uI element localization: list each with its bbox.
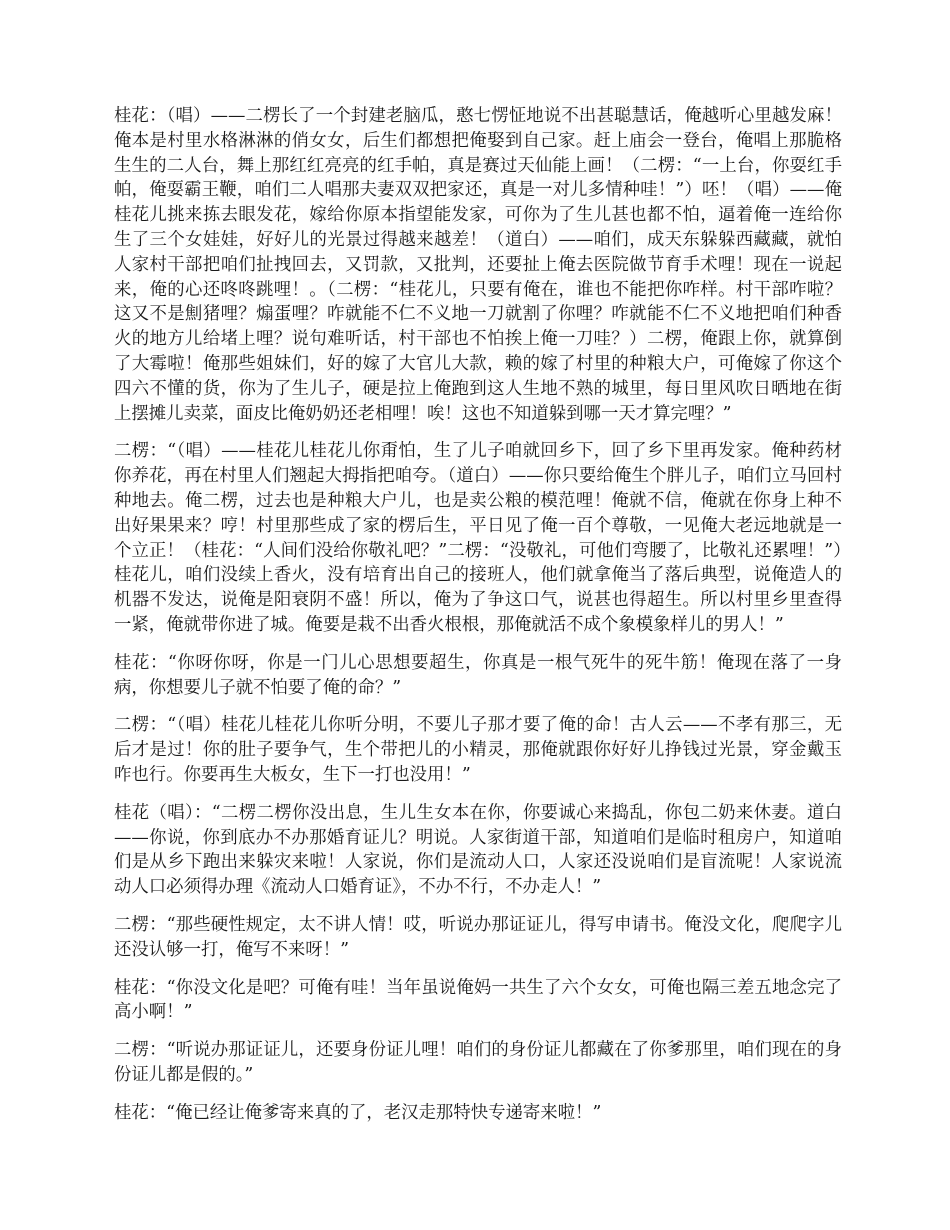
paragraph-guihua-4: 桂花：“你没文化是吧？可俺有哇！当年虽说俺妈一共生了六个女女，可俺也隔三差五地念完了高小啊！” — [114, 977, 842, 1023]
paragraph-guihua-1: 桂花：（唱）——二楞长了一个封建老脑瓜，憨七愣怔地说不出甚聪慧话，俺越听心里越发麻！俺本是村里水格淋淋的俏女女，后生们都想把俺娶到自己家。赶上庙会一登台，俺唱上那脆格生生的二人台，舞上那红红亮亮的红手帕，真是赛过天仙能上画！（二楞：“一上台，你耍红手帕，俺耍霸王鞭，咱们二人唱那夫妻双双把家还，真是一对儿多情种哇！”）呸！（唱）——俺桂花儿挑来拣去眼发花，嫁给你原本指望能发家，可你为了生儿甚也都不怕，逼着俺一连给你生了三个女娃娃，好好儿的光景过得越来越差！（道白）——咱们，成天东躲躲西藏藏，就怕人家村干部把咱们扯拽回去，又罚款，又批判，还要扯上俺去医院做节育手术哩！现在一说起来，俺的心还咚咚跳哩！。（二楞：“桂花儿，只要有俺在，谁也不能把你咋样。村干部咋啦？这又不是劁猪哩？煽蛋哩？咋就能不仁不义地一刀就割了你哩？咋就能不仁不义地把咱们种香火的地方儿给堵上哩？说句难听话，村干部也不怕挨上俺一刀哇？）二楞，俺跟上你，就算倒了大霉啦！俺那些姐妹们，好的嫁了大官儿大款，赖的嫁了村里的种粮大户，可俺嫁了你这个四六不懂的货，你为了生儿子，硬是拉上俺跑到这人生地不熟的城里，每日里风吹日晒地在街上摆摊儿卖菜，面皮比俺奶奶还老相哩！唉！这也不知道躲到哪一天才算完哩？” — [114, 106, 842, 424]
paragraph-guihua-2: 桂花：“你呀你呀，你是一门儿心思想要超生，你真是一根气死牛的死牛筋！俺现在落了一身病，你想要儿子就不怕要了俺的命？” — [114, 652, 842, 698]
paragraph-erleng-4: 二楞：“听说办那证证儿，还要身份证儿哩！咱们的身份证儿都藏在了你爹那里，咱们现在的身份证儿都是假的。” — [114, 1040, 842, 1085]
paragraph-erleng-2: 二楞：“（唱）桂花儿桂花儿你听分明，不要儿子那才要了俺的命！古人云——不孝有那三，无后才是过！你的肚子要争气，生个带把儿的小精灵，那俺就跟你好好儿挣钱过光景，穿金戴玉咋也行。你要再生大板女，生下一打也没用！” — [114, 715, 842, 785]
paragraph-guihua-5: 桂花：“俺已经让俺爹寄来真的了，老汉走那特快专递寄来啦！” — [114, 1102, 602, 1123]
document-body — [114, 104, 842, 1138]
paragraph-erleng-3: 二楞：“那些硬性规定，太不讲人情！哎，听说办那证证儿，得写申请书。俺没文化，爬爬字儿还没认够一打，俺写不来呀！” — [114, 914, 842, 960]
paragraph-erleng-1: 二楞：“（唱）——桂花儿桂花儿你甭怕，生了儿子咱就回乡下，回了乡下里再发家。俺种药材你养花，再在村里人们翘起大拇指把咱夸。（道白）——你只要给俺生个胖儿子，咱们立马回村种地去。俺二楞，过去也是种粮大户儿，也是卖公粮的模范哩！俺就不信，俺就在你身上种不出好果果来？哼！村里那些成了家的楞后生，平日见了俺一百个尊敬，一见俺大老远地就是一个立正！（桂花：“人间们没给你敬礼吧？”二楞：“没敬礼，可他们弯腰了，比敬礼还累哩！”）桂花儿，咱们没续上香火，没有培育出自己的接班人，他们就拿俺当了落后典型，说俺造人的机器不发达，说俺是阳衰阴不盛！所以，俺为了争这口气，说甚也得超生。所以村里乡里查得一紧，俺就带你进了城。俺要是栽不出香火根根，那俺就活不成个象模象样儿的男人！” — [114, 441, 842, 635]
paragraph-guihua-3: 桂花（唱）：“二楞二楞你没出息，生儿生女本在你，你要诚心来捣乱，你包二奶来休妻。道白——你说，你到底办不办那婚育证儿？明说。人家街道干部，知道咱们是临时租房户，知道咱们是从乡下跑出来躲灾来啦！人家说，你们是流动人口，人家还没说咱们是盲流呢！人家说流动人口必须得办理《流动人口婚育证》，不办不行，不办走人！” — [114, 802, 842, 898]
